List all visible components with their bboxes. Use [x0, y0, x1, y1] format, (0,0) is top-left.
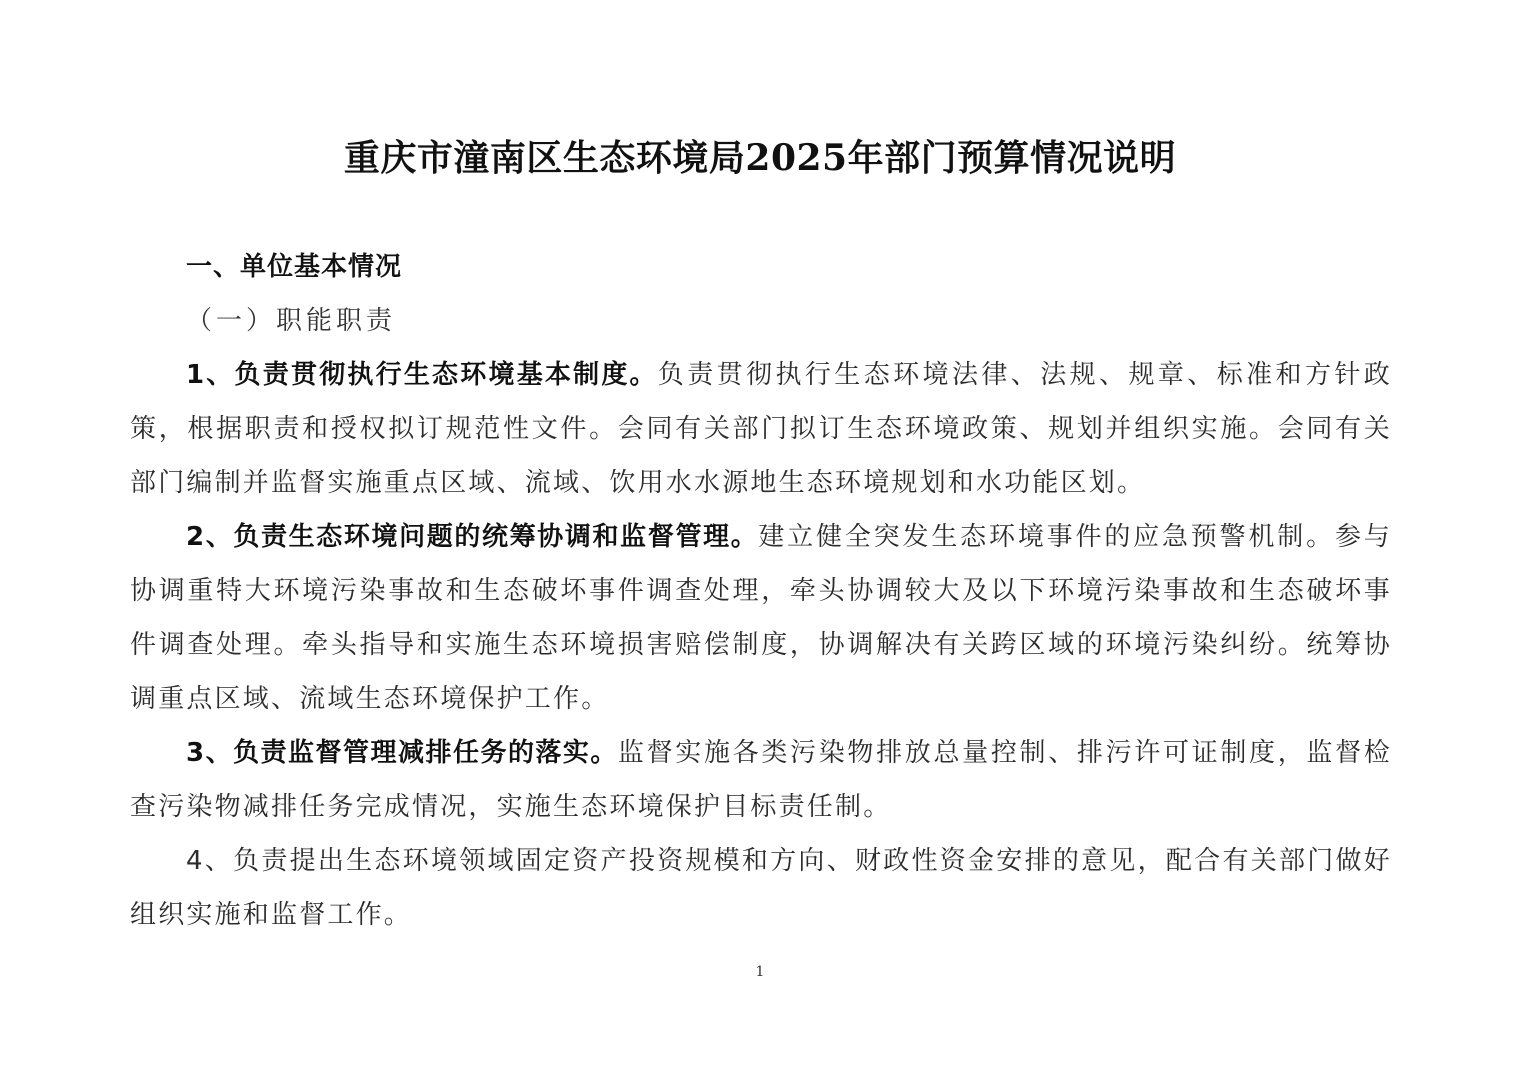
section-heading: 一、单位基本情况 [186, 252, 403, 282]
paragraph-lead: 2、负责生态环境问题的统筹协调和监督管理。 [186, 522, 759, 552]
page-number: 1 [755, 964, 765, 980]
paragraph-lead: 1、负责贯彻执行生态环境基本制度。 [186, 360, 658, 390]
paragraph-duty-3 [130, 726, 1392, 834]
document-title: 重庆市潼南区生态环境局2025年部门预算情况说明 [343, 137, 1177, 179]
paragraph-lead: 3、负责监督管理减排任务的落实。 [186, 738, 618, 768]
paragraph-text: 监督实施各类污染物排放总量控制、排污许可证制度，监督检查污染物减排任务完成情况，实施生态环境保护目标责任制。 [130, 738, 1392, 822]
paragraph-duty-4 [130, 834, 1392, 942]
document-body [130, 240, 1392, 942]
subsection-heading: （一）职能职责 [186, 306, 397, 336]
paragraph-text: 负责贯彻执行生态环境法律、法规、规章、标准和方针政策，根据职责和授权拟订规范性文件。会同有关部门拟订生态环境政策、规划并组织实施。会同有关部门编制并监督实施重点区域、流域、饮用水水源地生态环境规划和水功能区划。 [130, 360, 1392, 498]
paragraph-text: 4、负责提出生态环境领域固定资产投资规模和方向、财政性资金安排的意见，配合有关部门做好组织实施和监督工作。 [130, 846, 1392, 930]
paragraph-duty-1 [130, 348, 1392, 510]
paragraph-text: 建立健全突发生态环境事件的应急预警机制。参与协调重特大环境污染事故和生态破坏事件调查处理，牵头协调较大及以下环境污染事故和生态破坏事件调查处理。牵头指导和实施生态环境损害赔偿制度，协调解决有关跨区域的环境污染纠纷。统筹协调重点区域、流域生态环境保护工作。 [130, 522, 1392, 714]
paragraph-duty-2 [130, 510, 1392, 726]
